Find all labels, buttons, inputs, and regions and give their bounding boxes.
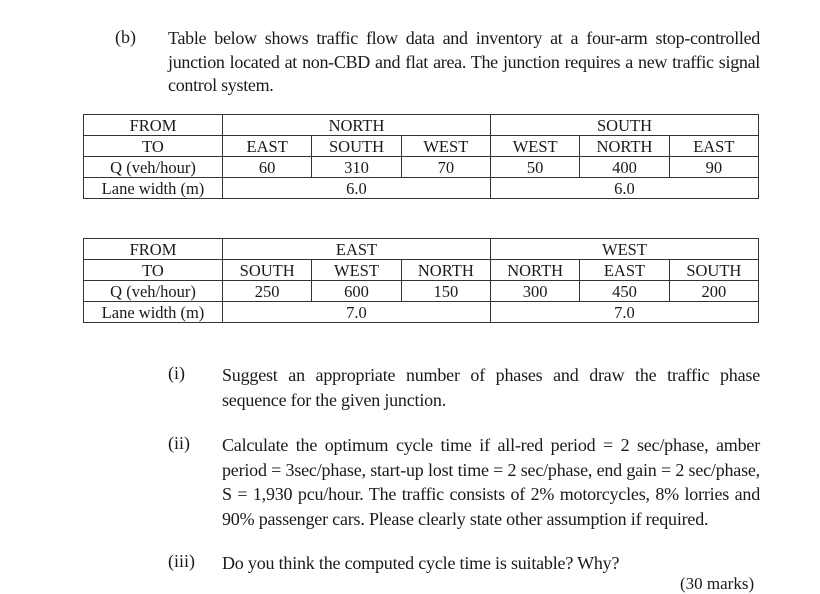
lane-width-east: 7.0: [223, 302, 491, 323]
table-row-flow: [84, 281, 759, 302]
question-1-text: Suggest an appropriate number of phases and draw the traffic phase sequence for the given junction.: [222, 365, 760, 410]
question-2-text: Calculate the optimum cycle time if all-red period = 2 sec/phase, amber period = 3sec/phase, start-up lost time = 2 sec/phase, end gain = 2 sec/phase, S = 1,930 pcu/hour. The traffic consists of 2% motorcycles, 8% lorries and 90% passenger cars. Please clearly state other assumption if required.: [222, 435, 760, 529]
intro-paragraph: Table below shows traffic flow data and inventory at a four-arm stop-controlled junction located at non-CBD and flat area. The junction requires a new traffic signal control system.: [168, 28, 760, 95]
flow-cell: 60: [223, 157, 312, 178]
to-cell: WEST: [312, 260, 401, 281]
table-row-to: [84, 260, 759, 281]
lane-width-south: 6.0: [490, 178, 758, 199]
flow-cell: 250: [223, 281, 312, 302]
table-row-lane-width: [84, 178, 759, 199]
to-cell: NORTH: [580, 136, 669, 157]
part-label: (b): [115, 27, 136, 47]
table-row-from: [84, 115, 759, 136]
lane-width-north: 6.0: [223, 178, 491, 199]
question-1-number: (i): [168, 363, 185, 383]
row-label-flow: Q (veh/hour): [84, 157, 223, 178]
to-cell: WEST: [490, 136, 579, 157]
flow-cell: 70: [401, 157, 490, 178]
from-south: SOUTH: [490, 115, 758, 136]
row-label-flow: Q (veh/hour): [84, 281, 223, 302]
to-cell: SOUTH: [669, 260, 758, 281]
table-row-lane-width: [84, 302, 759, 323]
row-label-to: TO: [84, 260, 223, 281]
flow-cell: 450: [580, 281, 669, 302]
flow-cell: 50: [490, 157, 579, 178]
to-cell: EAST: [223, 136, 312, 157]
question-3-text: Do you think the computed cycle time is suitable? Why?: [222, 553, 620, 573]
from-west: WEST: [490, 239, 758, 260]
flow-cell: 200: [669, 281, 758, 302]
flow-cell: 310: [312, 157, 401, 178]
question-3-number: (iii): [168, 551, 195, 571]
to-cell: EAST: [669, 136, 758, 157]
table-row-flow: [84, 157, 759, 178]
row-label-lane-width: Lane width (m): [84, 178, 223, 199]
flow-cell: 90: [669, 157, 758, 178]
flow-cell: 150: [401, 281, 490, 302]
question-2-number: (ii): [168, 433, 190, 453]
row-label-from: FROM: [84, 115, 223, 136]
to-cell: EAST: [580, 260, 669, 281]
from-north: NORTH: [223, 115, 491, 136]
table-row-from: [84, 239, 759, 260]
flow-cell: 300: [490, 281, 579, 302]
from-east: EAST: [223, 239, 491, 260]
to-cell: WEST: [401, 136, 490, 157]
to-cell: NORTH: [401, 260, 490, 281]
traffic-table-north-south: [83, 114, 759, 199]
table-row-to: [84, 136, 759, 157]
flow-cell: 400: [580, 157, 669, 178]
row-label-from: FROM: [84, 239, 223, 260]
to-cell: NORTH: [490, 260, 579, 281]
flow-cell: 600: [312, 281, 401, 302]
row-label-to: TO: [84, 136, 223, 157]
traffic-table-east-west: [83, 238, 759, 323]
row-label-lane-width: Lane width (m): [84, 302, 223, 323]
lane-width-west: 7.0: [490, 302, 758, 323]
to-cell: SOUTH: [312, 136, 401, 157]
to-cell: SOUTH: [223, 260, 312, 281]
marks-label: (30 marks): [680, 574, 755, 593]
